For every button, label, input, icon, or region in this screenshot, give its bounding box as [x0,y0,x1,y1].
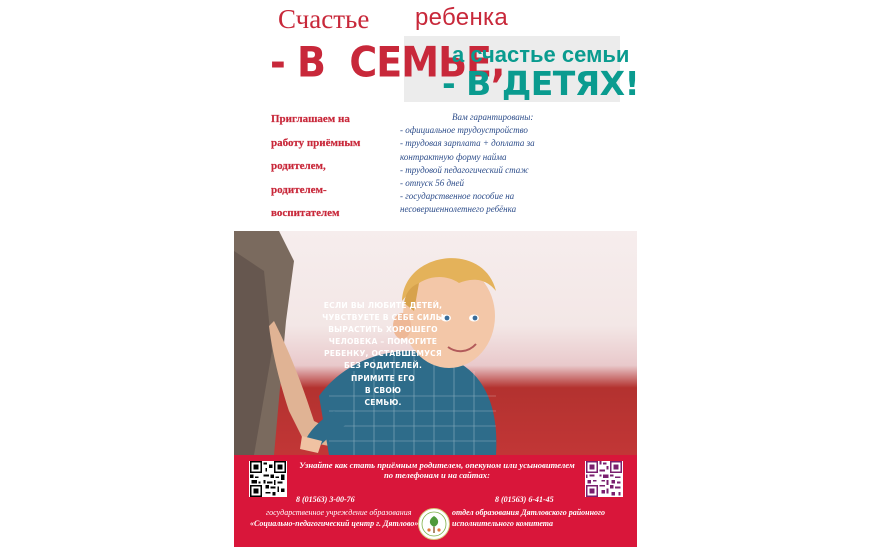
guarantee-item: - государственное пособие на [400,191,515,202]
headline-in-family: - В СЕМЬЕ, [270,38,505,87]
headline-family-happiness: а счастье семьи [452,42,630,67]
qr-code-icon[interactable] [249,461,287,497]
guarantees-title: Вам гарантированы: [452,112,534,122]
headline-in-children: - В ДЕТЯХ! [442,64,640,103]
org-left-line: «Социально-педагогический центр г. Дятлово» [250,519,419,528]
contact-heading-line: по телефонам и на сайтах: [384,470,490,480]
appeal-line: БЕЗ РОДИТЕЛЕЙ. [343,361,423,371]
invitation-line: воспитателем [271,207,340,219]
appeal-line: ЧУВСТВУЕТЕ В СЕБЕ СИЛЫ [322,313,444,323]
phone-right[interactable]: 8 (01563) 6-41-45 [495,495,554,504]
invitation-line: Приглашаем на [271,113,350,125]
guarantee-item: несовершеннолетнего ребёнка [400,204,517,215]
appeal-line: РЕБЕНКУ, ОСТАВШЕМУСЯ [324,349,442,359]
appeal-line: СЕМЬЮ. [364,397,402,407]
appeal-line: ЕСЛИ ВЫ ЛЮБИТЕ ДЕТЕЙ, [323,301,443,310]
appeal-line: В СВОЮ [364,385,402,395]
contact-heading [287,460,587,480]
guarantee-item: контрактную форму найма [400,151,507,162]
invitation-line: родителем, [271,160,326,172]
contact-heading-line: Узнайте как стать приёмным родителем, опекуном или усыновителем [299,460,575,470]
emblem-icon [418,508,450,540]
invitation-text [271,108,391,226]
guarantee-item: - трудовая зарплата + доплата за [400,138,535,149]
appeal-text [322,300,444,409]
qr-code-icon[interactable] [585,461,623,497]
org-left-line: государственное учреждение образования [266,508,412,517]
guarantee-item: - отпуск 56 дней [400,178,464,189]
invitation-line: родителем- [271,183,327,196]
org-right-line: отдел образования Дятловского районного [452,508,606,517]
invitation-line: работу приёмным [271,136,361,149]
headline-happiness: Счастье [278,4,370,34]
org-right-line: исполнительного комитета [452,519,554,528]
appeal-line: ВЫРАСТИТЬ ХОРОШЕГО [328,325,438,335]
guarantee-item: - официальное трудоустройство [400,125,528,136]
guarantee-item: - трудовой педагогический стаж [400,164,529,175]
headline-child: ребенка [415,4,508,31]
headline-bottom [270,36,640,104]
phone-left[interactable]: 8 (01563) 3-00-76 [296,495,355,504]
headline-top [278,4,518,36]
guarantees-list [400,111,600,217]
appeal-line: ЧЕЛОВЕКА – ПОМОГИТЕ [328,337,438,347]
appeal-line: ПРИМИТЕ ЕГО [351,373,415,383]
